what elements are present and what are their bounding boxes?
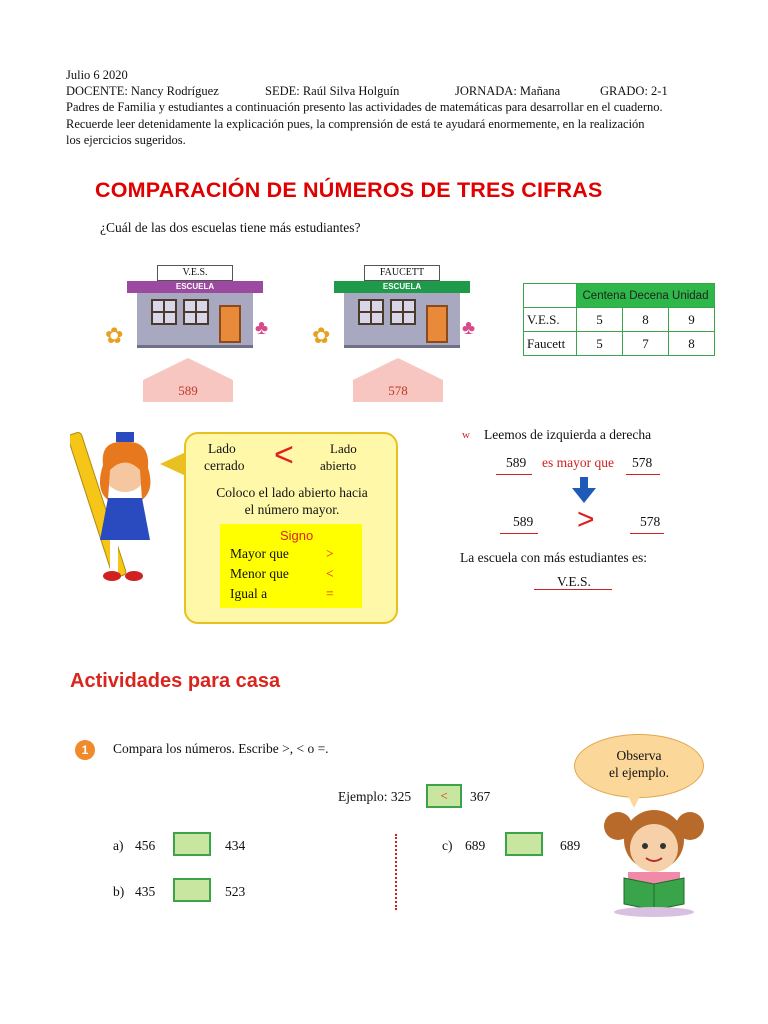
- table-cell: 5: [577, 332, 623, 356]
- window-icon: [358, 299, 384, 325]
- item-c-label: c): [442, 838, 453, 853]
- girl-watering-icon: ♣: [462, 317, 476, 339]
- sign-symbol: >: [326, 546, 334, 561]
- sign-label: Mayor que: [230, 546, 289, 561]
- exercise-instruction: Compara los números. Escribe >, < o =.: [113, 741, 329, 756]
- reading-instruction: Leemos de izquierda a derecha: [484, 427, 652, 442]
- table-row: [524, 308, 715, 332]
- window-icon: [151, 299, 177, 325]
- example-label: Ejemplo: 325: [338, 789, 412, 804]
- bubble-line2: el ejemplo.: [609, 765, 669, 780]
- sign-symbol: =: [326, 586, 334, 601]
- arrow-down-icon: [572, 477, 596, 503]
- item-b-left: 435: [135, 884, 156, 899]
- item-c-right: 689: [560, 838, 581, 853]
- header-teacher: DOCENTE: Nancy Rodríguez: [66, 84, 219, 98]
- observe-bubble: [574, 734, 704, 798]
- school-roof: [127, 281, 263, 293]
- sign-symbol: <: [326, 566, 334, 581]
- window-icon: [183, 299, 209, 325]
- reading-right-number: 578: [632, 455, 653, 470]
- intro-line-1: Padres de Familia y estudiantes a continuación presento las actividades de matemáticas para desarrollar en el cuaderno.: [66, 100, 663, 114]
- header-shift: JORNADA: Mañana: [455, 84, 561, 98]
- less-than-symbol: <: [274, 436, 294, 474]
- question: ¿Cuál de las dos escuelas tiene más estudiantes?: [100, 220, 361, 235]
- bubble-line1: Observa: [616, 748, 662, 763]
- item-c-left: 689: [465, 838, 486, 853]
- rule-text: [196, 484, 388, 518]
- table-cell: 8: [668, 332, 714, 356]
- greater-than-symbol: >: [577, 503, 595, 536]
- underline: [496, 474, 532, 475]
- table-cell: 5: [577, 308, 623, 332]
- conclusion-answer: V.E.S.: [557, 574, 591, 589]
- table-header-cell: [577, 284, 715, 308]
- window-icon: [390, 299, 416, 325]
- closed-side-line1: Lado: [208, 441, 236, 456]
- roof-label: ESCUELA: [175, 282, 215, 291]
- item-a-right: 434: [225, 838, 246, 853]
- girl-reading-illustration: [598, 800, 710, 918]
- door-icon: [219, 305, 241, 343]
- students-ves: 589: [143, 380, 233, 402]
- row-label: V.E.S.: [524, 308, 577, 332]
- arrow-ves: [143, 358, 233, 402]
- school-roof: [334, 281, 470, 293]
- school-wall: [137, 293, 253, 348]
- girl-watering-icon: ♣: [255, 317, 269, 339]
- roof-label: ESCUELA: [382, 282, 422, 291]
- signs-title: Signo: [280, 528, 314, 543]
- header-centena: Centena: [582, 289, 626, 302]
- underline: [534, 589, 612, 590]
- reading-phrase: es mayor que: [542, 455, 614, 470]
- item-a-left: 456: [135, 838, 156, 853]
- item-b-right: 523: [225, 884, 246, 899]
- table-header-row: [524, 284, 715, 308]
- table-header-empty: [524, 284, 577, 308]
- closed-side-label: [204, 440, 244, 474]
- sign-label: Menor que: [230, 566, 289, 581]
- example-symbol: <: [440, 788, 448, 803]
- door-icon: [426, 305, 448, 343]
- bubble-tail: [160, 452, 186, 476]
- school-ves: [105, 265, 269, 355]
- header-date: Julio 6 2020: [66, 68, 128, 82]
- explanation-bubble: [184, 432, 398, 624]
- flower-icon: ✿: [312, 323, 331, 348]
- header-unidad: Unidad: [672, 289, 709, 302]
- activities-title: Actividades para casa: [70, 670, 281, 692]
- open-side-line2: abierto: [320, 458, 357, 473]
- example-right: 367: [470, 789, 491, 804]
- flower-icon: ✿: [105, 323, 124, 348]
- compare-left-number: 589: [513, 514, 534, 529]
- compare-right-number: 578: [640, 514, 661, 529]
- rule-line2: el número mayor.: [244, 502, 340, 517]
- page-title: COMPARACIÓN DE NÚMEROS DE TRES CIFRAS: [95, 178, 603, 202]
- table-cell: 9: [668, 308, 714, 332]
- underline: [500, 533, 538, 534]
- reading-left-number: 589: [506, 455, 527, 470]
- item-a-answer-box[interactable]: [173, 832, 211, 856]
- girl-with-pencil-illustration: [70, 420, 170, 590]
- students-faucett: 578: [353, 380, 443, 402]
- item-b-label: b): [113, 884, 125, 899]
- rule-line1: Coloco el lado abierto hacia: [216, 485, 368, 500]
- closed-side-line2: cerrado: [204, 458, 245, 473]
- table-cell: 8: [622, 308, 668, 332]
- item-c-answer-box[interactable]: [505, 832, 543, 856]
- school-faucett: [312, 265, 476, 355]
- exercise-number-badge: 1: [75, 740, 95, 760]
- intro-line-3: los ejercicios sugeridos.: [66, 133, 186, 147]
- table-row: [524, 332, 715, 356]
- bullet-icon: w: [462, 429, 470, 441]
- intro-line-2: Recuerde leer detenidamente la explicación pues, la comprensión de está te ayudará enormemente, en la realización: [66, 117, 645, 131]
- header-grade: GRADO: 2-1: [600, 84, 668, 98]
- open-side-line1: Lado: [330, 441, 357, 456]
- school-sign: V.E.S.: [157, 265, 233, 281]
- dotted-divider: [395, 834, 397, 910]
- conclusion-text: La escuela con más estudiantes es:: [460, 550, 648, 565]
- table-cell: 7: [622, 332, 668, 356]
- underline: [630, 533, 664, 534]
- place-value-table: [523, 283, 715, 356]
- item-a-label: a): [113, 838, 124, 853]
- school-wall: [344, 293, 460, 348]
- header-decena: Decena: [629, 289, 669, 302]
- underline: [626, 474, 660, 475]
- example-answer-box: [426, 784, 462, 808]
- sign-label: Igual a: [230, 586, 268, 601]
- school-sign: FAUCETT: [364, 265, 440, 281]
- arrow-faucett: [353, 358, 443, 402]
- open-side-label: [320, 440, 357, 474]
- header-campus: SEDE: Raúl Silva Holguín: [265, 84, 400, 98]
- row-label: Faucett: [524, 332, 577, 356]
- signs-box: [220, 524, 362, 608]
- item-b-answer-box[interactable]: [173, 878, 211, 902]
